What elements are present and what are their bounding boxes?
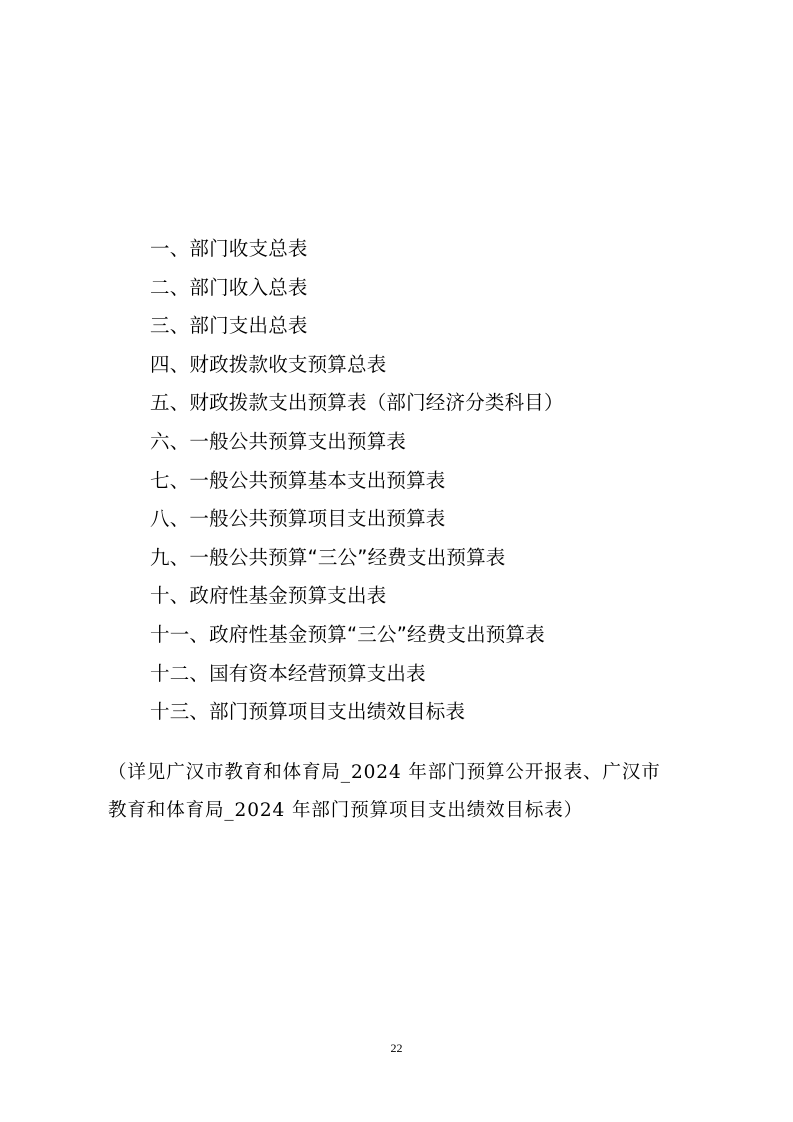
table-of-contents (150, 230, 564, 732)
toc-item-3: 三、部门支出总表 (150, 314, 308, 338)
toc-item-6: 六、一般公共预算支出预算表 (150, 429, 407, 453)
toc-item-13: 十三、部门预算项目支出绩效目标表 (150, 700, 466, 724)
reference-note-line-2: 教育和体育局_2024 年部门预算项目支出绩效目标表） (108, 799, 584, 821)
page-number: 22 (390, 1041, 403, 1055)
toc-item-11: 十一、政府性基金预算“三公”经费支出预算表 (150, 622, 545, 646)
reference-note (108, 754, 708, 830)
toc-item-8: 八、一般公共预算项目支出预算表 (150, 507, 446, 531)
toc-item-12: 十二、国有资本经营预算支出表 (150, 661, 426, 685)
toc-item-5: 五、财政拨款支出预算表（部门经济分类科目） (150, 391, 564, 415)
toc-item-10: 十、政府性基金预算支出表 (150, 584, 387, 608)
toc-item-1: 一、部门收支总表 (150, 237, 308, 260)
reference-note-line-1: （详见广汉市教育和体育局_2024 年部门预算公开报表、广汉市 (108, 761, 661, 783)
toc-item-9: 九、一般公共预算“三公”经费支出预算表 (150, 545, 506, 569)
toc-item-4: 四、财政拨款收支预算总表 (150, 352, 387, 376)
toc-item-2: 二、部门收入总表 (150, 275, 308, 299)
toc-item-7: 七、一般公共预算基本支出预算表 (150, 468, 446, 492)
